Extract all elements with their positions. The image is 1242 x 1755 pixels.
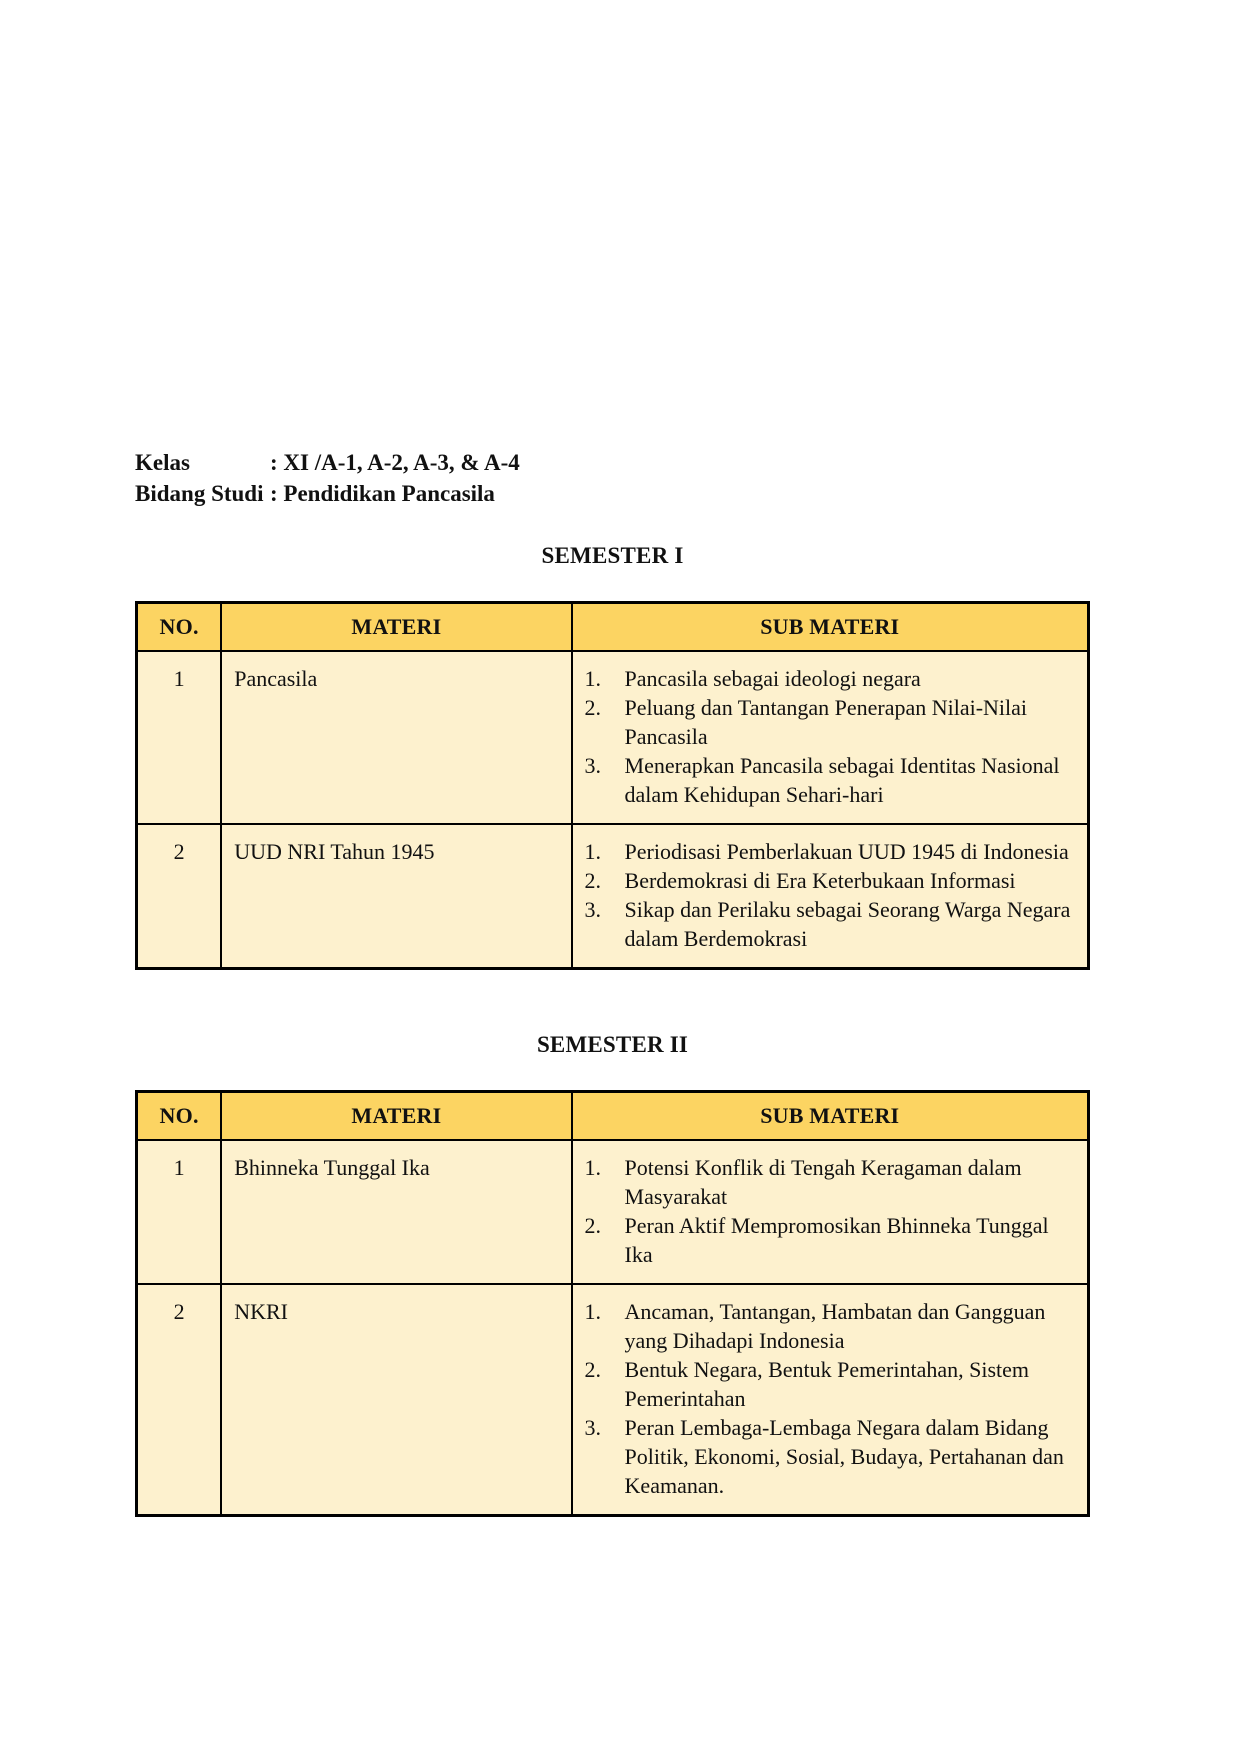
materi-cell: UUD NRI Tahun 1945 bbox=[221, 824, 571, 969]
table-header-cell: SUB MATERI bbox=[572, 603, 1089, 652]
table-header-cell: NO. bbox=[137, 603, 222, 652]
info-row bbox=[135, 447, 1090, 478]
table-row bbox=[137, 824, 1089, 969]
submateri-text: Peran Aktif Mempromosikan Bhinneka Tunggal Ika bbox=[624, 1213, 1049, 1267]
no-cell: 2 bbox=[137, 824, 222, 969]
submateri-text: Menerapkan Pancasila sebagai Identitas Nasional dalam Kehidupan Sehari-hari bbox=[624, 753, 1060, 807]
submateri-number: 2. bbox=[584, 1357, 602, 1382]
submateri-cell bbox=[572, 651, 1089, 824]
submateri-number: 1. bbox=[584, 839, 602, 864]
section-title: SEMESTER I bbox=[541, 543, 684, 568]
section-title: SEMESTER II bbox=[536, 1032, 689, 1057]
submateri-text: Pancasila sebagai ideologi negara bbox=[624, 666, 921, 691]
submateri-number: 2. bbox=[584, 868, 602, 893]
curriculum-table bbox=[135, 601, 1090, 970]
no-cell: 1 bbox=[137, 651, 222, 824]
doc-info bbox=[135, 447, 1090, 509]
submateri-item bbox=[585, 1153, 1075, 1211]
submateri-cell bbox=[572, 1284, 1089, 1516]
submateri-text: Ancaman, Tantangan, Hambatan dan Gangguan yang Dihadapi Indonesia bbox=[624, 1299, 1046, 1353]
submateri-number: 1. bbox=[584, 1155, 602, 1180]
materi-cell: Bhinneka Tunggal Ika bbox=[221, 1140, 571, 1284]
table-row bbox=[137, 1284, 1089, 1516]
no-cell: 1 bbox=[137, 1140, 222, 1284]
submateri-number: 1. bbox=[584, 666, 602, 691]
submateri-item bbox=[585, 837, 1075, 866]
table-header-row bbox=[137, 603, 1089, 652]
table-header-cell: NO. bbox=[137, 1092, 222, 1141]
submateri-text: Peluang dan Tantangan Penerapan Nilai-Nilai Pancasila bbox=[624, 695, 1028, 749]
no-cell: 2 bbox=[137, 1284, 222, 1516]
table-header-cell: SUB MATERI bbox=[572, 1092, 1089, 1141]
submateri-number: 2. bbox=[584, 1213, 602, 1238]
semester-section bbox=[135, 1032, 1090, 1517]
sections-container bbox=[135, 543, 1090, 1517]
submateri-number: 3. bbox=[584, 753, 602, 778]
info-label: Kelas bbox=[135, 450, 190, 475]
submateri-item bbox=[585, 693, 1075, 751]
submateri-cell bbox=[572, 824, 1089, 969]
info-label: Bidang Studi bbox=[135, 481, 264, 506]
submateri-number: 2. bbox=[584, 695, 602, 720]
curriculum-table bbox=[135, 1090, 1090, 1517]
table-row bbox=[137, 651, 1089, 824]
submateri-text: Bentuk Negara, Bentuk Pemerintahan, Sistem Pemerintahan bbox=[624, 1357, 1030, 1411]
table-header-cell: MATERI bbox=[221, 603, 571, 652]
table-header-row bbox=[137, 1092, 1089, 1141]
submateri-item bbox=[585, 1413, 1075, 1500]
materi-cell: Pancasila bbox=[221, 651, 571, 824]
submateri-item bbox=[585, 866, 1075, 895]
document-page bbox=[135, 447, 1090, 1579]
submateri-text: Berdemokrasi di Era Keterbukaan Informasi bbox=[624, 868, 1016, 893]
submateri-number: 1. bbox=[584, 1299, 602, 1324]
submateri-item bbox=[585, 895, 1075, 953]
info-value: : XI /A-1, A-2, A-3, & A-4 bbox=[270, 450, 520, 475]
submateri-item bbox=[585, 664, 1075, 693]
submateri-item bbox=[585, 751, 1075, 809]
table-header-cell: MATERI bbox=[221, 1092, 571, 1141]
submateri-text: Sikap dan Perilaku sebagai Seorang Warga Negara dalam Berdemokrasi bbox=[624, 897, 1071, 951]
submateri-text: Peran Lembaga-Lembaga Negara dalam Bidang Politik, Ekonomi, Sosial, Budaya, Pertahanan dan Keamanan. bbox=[624, 1415, 1064, 1498]
submateri-item bbox=[585, 1211, 1075, 1269]
semester-section bbox=[135, 543, 1090, 970]
submateri-cell bbox=[572, 1140, 1089, 1284]
submateri-text: Periodisasi Pemberlakuan UUD 1945 di Indonesia bbox=[624, 839, 1069, 864]
table-row bbox=[137, 1140, 1089, 1284]
submateri-item bbox=[585, 1355, 1075, 1413]
submateri-text: Potensi Konflik di Tengah Keragaman dalam Masyarakat bbox=[624, 1155, 1022, 1209]
submateri-number: 3. bbox=[584, 1415, 602, 1440]
info-value: : Pendidikan Pancasila bbox=[270, 481, 495, 506]
info-row bbox=[135, 478, 1090, 509]
materi-cell: NKRI bbox=[221, 1284, 571, 1516]
submateri-number: 3. bbox=[584, 897, 602, 922]
submateri-item bbox=[585, 1297, 1075, 1355]
